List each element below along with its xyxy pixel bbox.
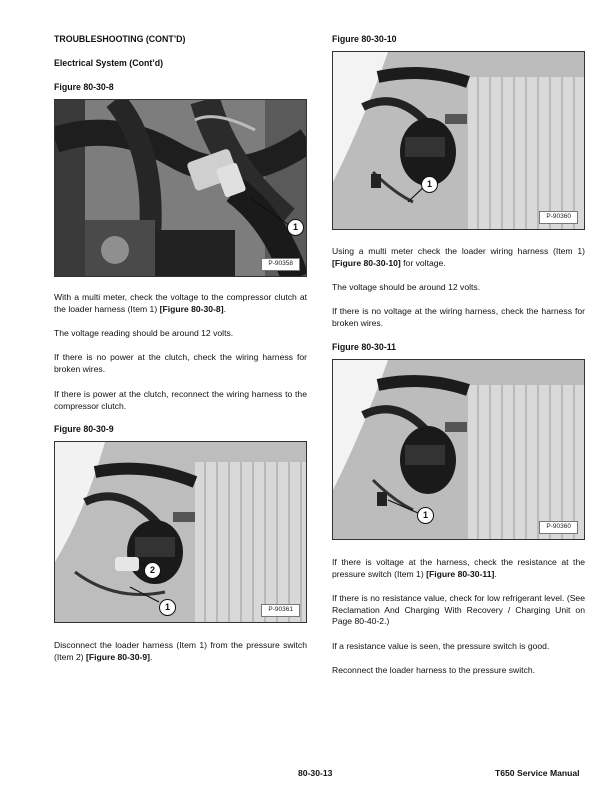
figure-part-number: P-90360 [539,211,578,224]
paragraph: If there is no resistance value, check for low refrigerant level. (See Reclamation And Charging With Recovery / Charging Unit on Page 80-40-2.) [332,593,585,627]
paragraph: Using a multi meter check the loader wiring harness (Item 1) [Figure 80-30-10] for voltage. [332,246,585,268]
callout-1: 1 [287,219,304,236]
figure-80-30-10-photo [332,51,585,230]
callout-1: 1 [159,599,176,616]
paragraph: The voltage reading should be around 12 volts. [54,328,234,338]
page-number: 80-30-13 [298,768,333,778]
paragraph: The voltage should be around 12 volts. [332,282,481,292]
compressor-harness-photo [55,100,307,277]
paragraph: Reconnect the loader harness to the pressure switch. [332,665,536,675]
paragraph: With a multi meter, check the voltage to the compressor clutch at the loader harness (Item 1) [Figure 80-30-8]. [54,292,307,314]
paragraph: If there is no power at the clutch, check the wiring harness for broken wires. [54,352,307,374]
loader-harness-photo [333,52,585,230]
paragraph: If a resistance value is seen, the pressure switch is good. [332,641,550,651]
figure-part-number: P-90361 [261,604,300,617]
callout-1: 1 [421,176,438,193]
figure-80-30-9-label: Figure 80-30-9 [54,424,114,434]
pressure-switch-photo [55,442,307,623]
pressure-switch-photo [333,360,585,540]
paragraph: Disconnect the loader harness (Item 1) from the pressure switch (Item 2) [Figure 80-30-9]. [54,640,307,662]
figure-80-30-8-label: Figure 80-30-8 [54,82,114,92]
figure-80-30-9-photo [54,441,307,623]
manual-title: T650 Service Manual [495,768,580,778]
figure-80-30-11-label: Figure 80-30-11 [332,342,397,352]
callout-2: 2 [144,562,161,579]
callout-1: 1 [417,507,434,524]
figure-80-30-8-photo [54,99,307,277]
paragraph: If there is power at the clutch, reconnect the wiring harness to the compressor clutch. [54,389,307,411]
subsection-title: Electrical System (Cont’d) [54,58,164,68]
figure-80-30-10-label: Figure 80-30-10 [332,34,397,44]
paragraph: If there is voltage at the harness, check the resistance at the pressure switch (Item 1) [Figure 80-30-11]. [332,557,585,579]
figure-80-30-11-photo [332,359,585,540]
paragraph: If there is no voltage at the wiring harness, check the harness for broken wires. [332,306,585,328]
figure-part-number: P-90360 [539,521,578,534]
section-title: TROUBLESHOOTING (CONT’D) [54,34,186,44]
figure-part-number: P-90358 [261,258,300,271]
